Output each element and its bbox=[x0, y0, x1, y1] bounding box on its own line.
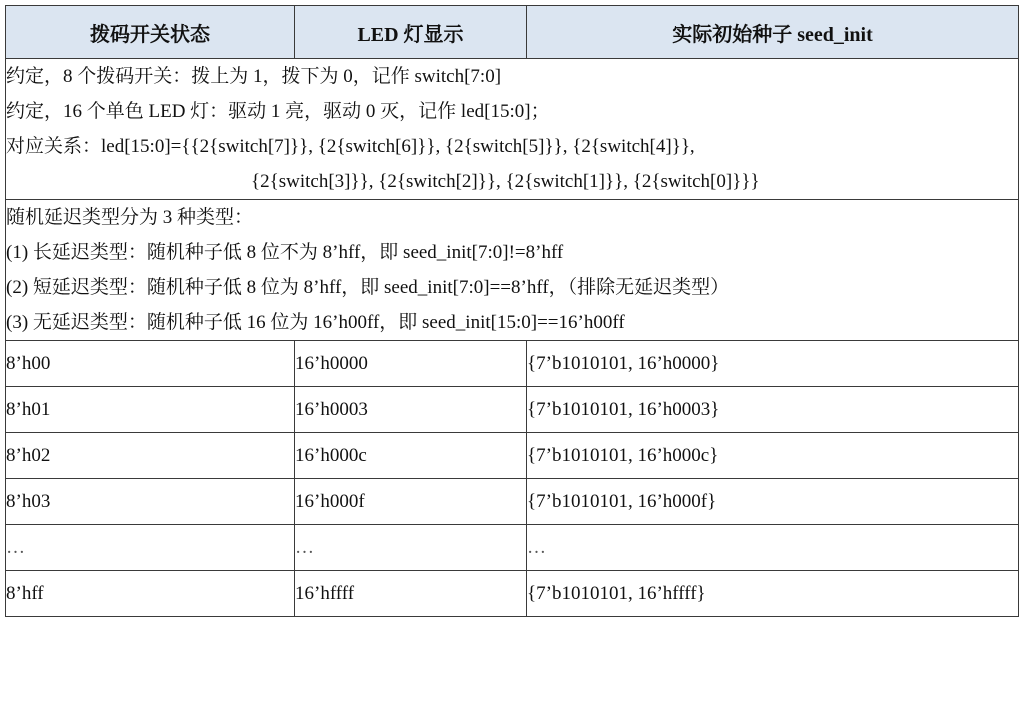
switch-state-cell: 8’h01 bbox=[6, 387, 295, 433]
conventions-row bbox=[6, 59, 1019, 200]
seed-mapping-table bbox=[5, 5, 1019, 617]
led-display-cell: 16’h000c bbox=[295, 433, 527, 479]
table-row bbox=[6, 571, 1019, 617]
table-row bbox=[6, 433, 1019, 479]
ellipsis-cell: … bbox=[527, 525, 1019, 571]
switch-state-cell: 8’h02 bbox=[6, 433, 295, 479]
delay-type-none: (3) 无延迟类型：随机种子低 16 位为 16’h00ff，即 seed_init[15:0]==16’h00ff bbox=[6, 312, 625, 333]
switch-state-cell: 8’h00 bbox=[6, 341, 295, 387]
mapping-line-continued: {2{switch[3]}}, {2{switch[2]}}, {2{switch[1]}}, {2{switch[0]}}} bbox=[251, 171, 760, 192]
table-row-ellipsis bbox=[6, 525, 1019, 571]
led-display-cell: 16’hffff bbox=[295, 571, 527, 617]
seed-init-cell: {7’b1010101, 16’h0000} bbox=[527, 341, 1019, 387]
delay-types-row bbox=[6, 200, 1019, 341]
seed-init-cell: {7’b1010101, 16’h000c} bbox=[527, 433, 1019, 479]
table-row bbox=[6, 387, 1019, 433]
delay-type-long: (1) 长延迟类型：随机种子低 8 位不为 8’hff，即 seed_init[7:0]!=8’hff bbox=[6, 242, 564, 263]
switch-state-cell: 8’h03 bbox=[6, 479, 295, 525]
ellipsis-cell: … bbox=[295, 525, 527, 571]
header-row bbox=[6, 6, 1019, 59]
led-display-cell: 16’h0000 bbox=[295, 341, 527, 387]
led-display-cell: 16’h0003 bbox=[295, 387, 527, 433]
table-row bbox=[6, 341, 1019, 387]
convention-switch-line: 约定，8 个拨码开关：拨上为 1，拨下为 0，记作 switch[7:0] bbox=[6, 66, 502, 87]
seed-init-cell: {7’b1010101, 16’h0003} bbox=[527, 387, 1019, 433]
delay-types-cell bbox=[6, 200, 1019, 341]
header-led-display: LED 灯显示 bbox=[295, 6, 527, 59]
mapping-line: 对应关系：led[15:0]={{2{switch[7]}}, {2{switch[6]}}, {2{switch[5]}}, {2{switch[4]}}, bbox=[6, 136, 695, 157]
led-display-cell: 16’h000f bbox=[295, 479, 527, 525]
table-row bbox=[6, 479, 1019, 525]
seed-init-cell: {7’b1010101, 16’h000f} bbox=[527, 479, 1019, 525]
delay-type-short: (2) 短延迟类型：随机种子低 8 位为 8’hff，即 seed_init[7:0]==8’hff，（排除无延迟类型） bbox=[6, 277, 730, 298]
switch-state-cell: 8’hff bbox=[6, 571, 295, 617]
seed-init-cell: {7’b1010101, 16’hffff} bbox=[527, 571, 1019, 617]
conventions-cell bbox=[6, 59, 1019, 200]
ellipsis-cell: … bbox=[6, 525, 295, 571]
convention-led-line: 约定，16 个单色 LED 灯：驱动 1 亮，驱动 0 灭，记作 led[15:0]； bbox=[6, 101, 550, 122]
header-seed-init: 实际初始种子 seed_init bbox=[527, 6, 1019, 59]
delay-types-intro: 随机延迟类型分为 3 种类型： bbox=[6, 207, 254, 228]
header-switch-state: 拨码开关状态 bbox=[6, 6, 295, 59]
